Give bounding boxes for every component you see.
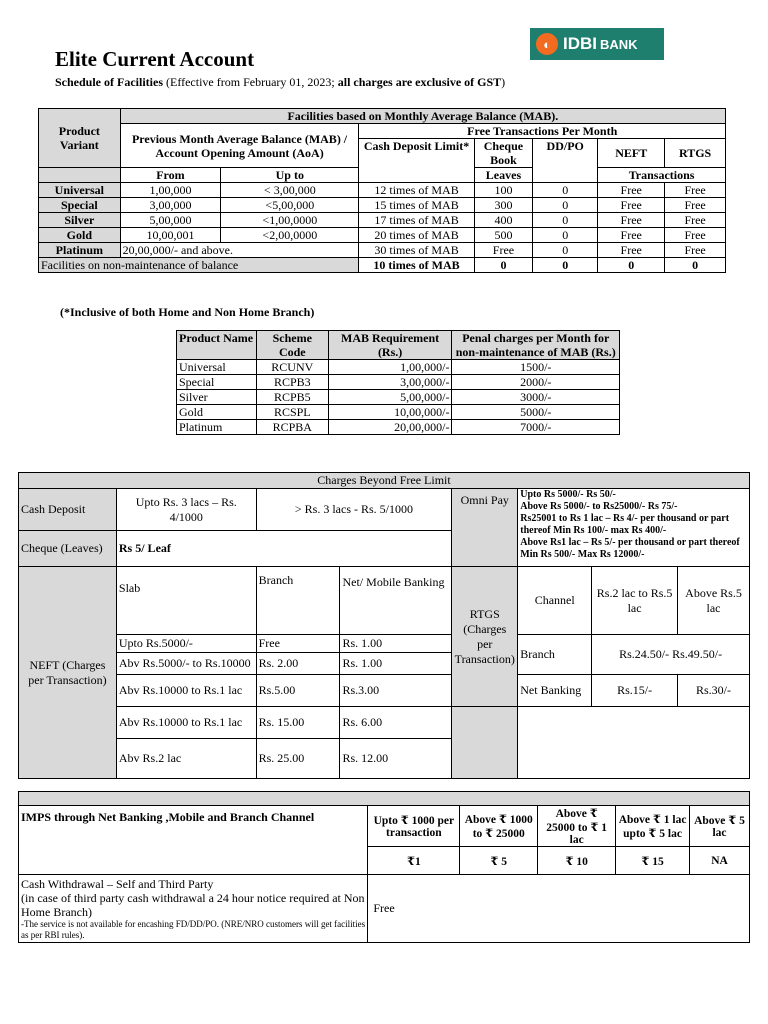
cash-withdrawal-title: Cash Withdrawal – Self and Third Party [21, 876, 214, 891]
ddpo-cell: 0 [533, 258, 598, 273]
header-blank [39, 168, 121, 183]
cheque-cell: 400 [474, 213, 533, 228]
rtgs-branch-charges [592, 635, 750, 675]
cash-withdrawal-cell [19, 875, 368, 943]
imps-value-4: ₹ 15 [616, 847, 690, 875]
header-prev-mab: Previous Month Average Balance (MAB) / Account Opening Amount (AoA) [120, 124, 359, 168]
scheme-table [176, 330, 620, 435]
page-title: Elite Current Account [55, 47, 255, 71]
table-row [39, 228, 726, 243]
header-cheque-book: Cheque Book [474, 139, 533, 168]
neft-cell: Free [598, 228, 665, 243]
header-from: From [120, 168, 221, 183]
logo-bank-text: BANK [600, 36, 638, 52]
cash-deposit-label: Cash Deposit [19, 489, 117, 531]
product-name-cell: Universal [177, 360, 257, 375]
rtgs-channel-cell: Branch [518, 635, 592, 675]
table-row [177, 360, 620, 375]
mab-cell: 20,00,000/- [328, 420, 452, 435]
from-cell: 3,00,000 [120, 198, 221, 213]
scheme-code-cell: RCPB3 [256, 375, 328, 390]
neft-branch-cell: Rs. 25.00 [256, 739, 340, 779]
product-name-cell: Special [177, 375, 257, 390]
schedule-subtitle [55, 75, 505, 90]
schedule-effective: (Effective from February 01, 2023; [163, 75, 338, 89]
rtgs-label: RTGS (Charges per Transaction) [452, 567, 518, 707]
idbi-flame-logo-icon: ◐ [536, 33, 558, 55]
table-row [19, 707, 750, 739]
table-row [177, 405, 620, 420]
neft-net-cell: Rs. 12.00 [340, 739, 452, 779]
cash-withdrawal-small-print: -The service is not available for encashing FD/DD/PO. (NRE/NRO customers will get facilities as per RBI rules). [21, 918, 366, 940]
table-row [39, 243, 726, 258]
imps-value-1: ₹1 [368, 847, 460, 875]
neft-cell: 0 [598, 258, 665, 273]
cheque-cell: 0 [474, 258, 533, 273]
non-maintenance-label: Facilities on non-maintenance of balance [39, 258, 359, 273]
neft-net-cell: Rs. 1.00 [340, 635, 452, 653]
ddpo-cell: 0 [533, 183, 598, 198]
neft-cell: Free [598, 183, 665, 198]
rtgs-cell: Free [665, 213, 726, 228]
imps-header-2: Above ₹ 1000 to ₹ 25000 [460, 806, 538, 847]
cheque-cell: Free [474, 243, 533, 258]
header-penal-charges: Penal charges per Month for non-maintenance of MAB (Rs.) [452, 331, 620, 360]
neft-branch-cell: Rs.5.00 [256, 675, 340, 707]
upto-cell: <2,00,0000 [221, 228, 359, 243]
rtgs-cell: Free [665, 183, 726, 198]
cheque-leaves-label: Cheque (Leaves) [19, 531, 117, 567]
neft-slab-cell: Upto Rs.5000/- [116, 635, 256, 653]
rtgs-channel-cell: Net Banking [518, 675, 592, 707]
scheme-code-cell: RCUNV [256, 360, 328, 375]
imps-top-band [19, 792, 750, 806]
header-rtgs: RTGS [665, 139, 726, 168]
cash-limit-cell: 12 times of MAB [359, 183, 474, 198]
mab-cell: 10,00,000/- [328, 405, 452, 420]
cheque-leaf-rate: Rs 5/ Leaf [116, 531, 451, 567]
imps-table [18, 791, 750, 943]
rtgs-cell: Free [665, 198, 726, 213]
cheque-cell: 100 [474, 183, 533, 198]
rtgs-branch-2to5: Rs.24.50/- [619, 647, 670, 661]
rtgs-cell: 0 [665, 258, 726, 273]
neft-net-cell: Rs. 6.00 [340, 707, 452, 739]
scheme-code-cell: RCPBA [256, 420, 328, 435]
cash-limit-cell: 15 times of MAB [359, 198, 474, 213]
neft-slab-cell: Abv Rs.10000 to Rs.1 lac [116, 675, 256, 707]
ddpo-cell: 0 [533, 213, 598, 228]
logo-idbi-text: IDBI [563, 34, 597, 53]
upto-cell: < 3,00,000 [221, 183, 359, 198]
ddpo-cell: 0 [533, 243, 598, 258]
imps-header-3: Above ₹ 25000 to ₹ 1 lac [538, 806, 616, 847]
cash-limit-cell: 17 times of MAB [359, 213, 474, 228]
rtgs-net-2to5: Rs.15/- [592, 675, 678, 707]
neft-net-cell: Rs. 1.00 [340, 653, 452, 675]
neft-slab-cell: Abv Rs.5000/- to Rs.10000 [116, 653, 256, 675]
omni-pay-charges [518, 489, 750, 567]
variant-cell: Gold [39, 228, 121, 243]
imps-header-5: Above ₹ 5 lac [690, 806, 750, 847]
rtgs-blank-label [452, 707, 518, 779]
product-name-cell: Platinum [177, 420, 257, 435]
rtgs-header-above5: Above Rs.5 lac [678, 567, 750, 635]
charges-title: Charges Beyond Free Limit [19, 473, 750, 489]
from-cell: 5,00,000 [120, 213, 221, 228]
header-cash-deposit-limit: Cash Deposit Limit* [359, 139, 474, 183]
penal-cell: 2000/- [452, 375, 620, 390]
rtgs-net-above5: Rs.30/- [678, 675, 750, 707]
header-free-transactions: Free Transactions Per Month [359, 124, 726, 139]
idbi-bank-logo [530, 28, 664, 60]
header-scheme-code: Scheme Code [256, 331, 328, 360]
upto-cell: <5,00,000 [221, 198, 359, 213]
penal-cell: 1500/- [452, 360, 620, 375]
table-row [19, 635, 750, 653]
mab-cell: 3,00,000/- [328, 375, 452, 390]
scheme-code-cell: RCPB5 [256, 390, 328, 405]
neft-cell: Free [598, 243, 665, 258]
imps-value-5: NA [690, 847, 750, 875]
from-cell: 1,00,000 [120, 183, 221, 198]
neft-cell: Free [598, 198, 665, 213]
cash-limit-cell: 20 times of MAB [359, 228, 474, 243]
neft-slab-cell: Abv Rs.10000 to Rs.1 lac [116, 707, 256, 739]
imps-value-2: ₹ 5 [460, 847, 538, 875]
neft-cell: Free [598, 213, 665, 228]
charges-table [18, 472, 750, 779]
schedule-bold: Schedule of Facilities [55, 75, 163, 89]
neft-branch-cell: Free [256, 635, 340, 653]
imps-header-4: Above ₹ 1 lac upto ₹ 5 lac [616, 806, 690, 847]
omni-line-3: Rs25001 to Rs 1 lac – Rs 4/- per thousand or part thereof Min Rs 100/- max Rs 400/- [520, 513, 730, 536]
table-row [19, 675, 750, 707]
header-facilities: Facilities based on Monthly Average Balance (MAB). [120, 109, 725, 124]
penal-cell: 7000/- [452, 420, 620, 435]
rtgs-cell: Free [665, 243, 726, 258]
cash-withdrawal-value: Free [368, 875, 750, 943]
imps-label: IMPS through Net Banking ,Mobile and Branch Channel [19, 806, 368, 875]
rtgs-cell: Free [665, 228, 726, 243]
imps-value-3: ₹ 10 [538, 847, 616, 875]
variant-cell: Silver [39, 213, 121, 228]
cash-withdrawal-note: (in case of third party cash withdrawal a 24 hour notice required at Non Home Branch) [21, 890, 365, 919]
neft-header-net: Net/ Mobile Banking [340, 567, 452, 635]
cash-above-3lac: > Rs. 3 lacs - Rs. 5/1000 [256, 489, 452, 531]
upto-cell: <1,00,0000 [221, 213, 359, 228]
penal-cell: 5000/- [452, 405, 620, 420]
cash-limit-cell: 10 times of MAB [359, 258, 474, 273]
variant-cell: Special [39, 198, 121, 213]
rtgs-blank-area [518, 707, 750, 779]
schedule-close: ) [501, 75, 506, 89]
cheque-cell: 300 [474, 198, 533, 213]
mab-cell: 1,00,000/- [328, 360, 452, 375]
from-cell: 10,00,001 [120, 228, 221, 243]
header-product-name: Product Name [177, 331, 257, 360]
product-name-cell: Gold [177, 405, 257, 420]
mab-cell: 5,00,000/- [328, 390, 452, 405]
cash-limit-cell: 30 times of MAB [359, 243, 474, 258]
rtgs-branch-above5: Rs.49.50/- [672, 647, 723, 661]
header-transactions: Transactions [598, 168, 726, 183]
neft-slab-cell: Abv Rs.2 lac [116, 739, 256, 779]
product-name-cell: Silver [177, 390, 257, 405]
table-row [39, 183, 726, 198]
scheme-code-cell: RCSPL [256, 405, 328, 420]
neft-branch-cell: Rs. 15.00 [256, 707, 340, 739]
cash-upto-3lac: Upto Rs. 3 lacs – Rs. 4/1000 [116, 489, 256, 531]
header-neft: NEFT [598, 139, 665, 168]
omni-pay-label: Omni Pay [452, 489, 518, 567]
header-ddpo: DD/PO [533, 139, 598, 183]
ddpo-cell: 0 [533, 228, 598, 243]
omni-line-1: Upto Rs 5000/- Rs 50/- [520, 489, 616, 500]
table-row [39, 258, 726, 273]
imps-header-1: Upto ₹ 1000 per transaction [368, 806, 460, 847]
header-leaves: Leaves [474, 168, 533, 183]
penal-cell: 3000/- [452, 390, 620, 405]
neft-branch-cell: Rs. 2.00 [256, 653, 340, 675]
table-row [177, 375, 620, 390]
neft-header-branch: Branch [256, 567, 340, 635]
rtgs-header-channel: Channel [518, 567, 592, 635]
header-mab-requirement: MAB Requirement (Rs.) [328, 331, 452, 360]
table-row [39, 198, 726, 213]
header-product-variant: Product Variant [39, 109, 121, 168]
neft-label: NEFT (Charges per Transaction) [19, 567, 117, 779]
cheque-cell: 500 [474, 228, 533, 243]
ddpo-cell: 0 [533, 198, 598, 213]
omni-line-4: Above Rs1 lac – Rs 5/- per thousand or part thereof Min Rs 500/- Max Rs 12000/- [520, 537, 740, 560]
facilities-table [38, 108, 726, 273]
range-cell: 20,00,000/- and above. [120, 243, 359, 258]
variant-cell: Platinum [39, 243, 121, 258]
neft-net-cell: Rs.3.00 [340, 675, 452, 707]
omni-line-2: Above Rs 5000/- to Rs25000/- Rs 75/- [520, 501, 678, 512]
schedule-gst: all charges are exclusive of GST [337, 75, 502, 89]
neft-header-slab: Slab [116, 567, 256, 635]
header-upto: Up to [221, 168, 359, 183]
table-row [177, 390, 620, 405]
variant-cell: Universal [39, 183, 121, 198]
table-row [177, 420, 620, 435]
table-row [39, 213, 726, 228]
rtgs-header-2to5: Rs.2 lac to Rs.5 lac [592, 567, 678, 635]
inclusive-note: (*Inclusive of both Home and Non Home Branch) [60, 305, 315, 319]
